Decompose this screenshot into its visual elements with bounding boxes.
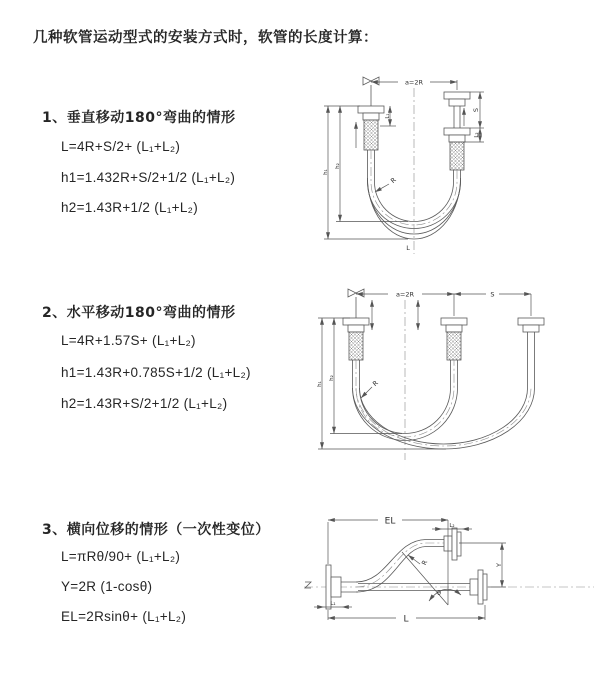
dim-label-h1: h₁	[323, 169, 329, 175]
dim-label-s: S	[472, 107, 480, 113]
dim-label-l: L	[403, 614, 409, 625]
dim-label-l2: L₂	[449, 523, 455, 529]
diagram2-fitting-dims	[372, 300, 418, 330]
diagram2-right-fitting	[518, 318, 544, 388]
section-3-formula-y: Y=2R (1-cosθ)	[61, 579, 153, 594]
diagram-vertical-180-bend	[312, 70, 592, 262]
diagram3-dim-l	[328, 605, 485, 625]
section-2-formula-h1: h1=1.43R+0.785S+1/2 (L₁+L₂)	[61, 365, 251, 380]
dim-label-s: S	[490, 290, 495, 299]
diagram3-centerline	[304, 582, 594, 588]
diagram2-middle-fitting	[441, 318, 467, 360]
diagram-horizontal-180-bend	[306, 282, 598, 467]
radius-label: R	[389, 175, 398, 185]
diagram2-hose	[353, 360, 535, 449]
dim-label-l1: L₁	[385, 113, 391, 119]
dim-label-y: Y	[495, 563, 503, 567]
section-2-heading: 2、水平移动180°弯曲的情形	[42, 305, 236, 321]
dim-label-el: EL	[384, 516, 396, 527]
section-1-formula-h1: h1=1.432R+S/2+1/2 (L₁+L₂)	[61, 170, 236, 185]
section-3-formula-el: EL=2Rsinθ+ (L₁+L₂)	[61, 609, 187, 624]
diagram3-dim-l1	[314, 601, 352, 607]
diagram3-dim-l2	[432, 523, 472, 529]
section-3-heading: 3、横向位移的情形（一次性变位）	[42, 522, 270, 538]
radius-label: R	[371, 378, 380, 388]
section-1-formula-l: L=4R+S/2+ (L₁+L₂)	[61, 139, 181, 154]
diagram1-radius-callout	[375, 176, 398, 192]
diagram2-left-fitting	[343, 318, 369, 360]
dim-label-h2: h₂	[329, 375, 335, 381]
dim-label-a2r: a=2R	[404, 78, 424, 87]
section-1-formula-h2: h2=1.43R+1/2 (L₁+L₂)	[61, 200, 199, 215]
section-2-formula-l: L=4R+1.57S+ (L₁+L₂)	[61, 333, 196, 348]
dim-label-l1: L₁	[330, 601, 336, 607]
diagram3-dim-el	[328, 517, 448, 565]
diagram1-right-fitting	[444, 92, 470, 170]
page-title: 几种软管运动型式的安装方式时，软管的长度计算：	[33, 30, 378, 46]
valve-icon	[348, 289, 364, 318]
dim-label-h1: h₁	[317, 381, 323, 387]
dim-label-a2r: a=2R	[395, 290, 415, 299]
diagram-lateral-displacement	[298, 506, 600, 644]
dim-label-l2: L₂	[474, 132, 480, 138]
diagram3-radius-callout	[408, 555, 429, 566]
angle-label: θ	[437, 589, 441, 597]
radius-label: R	[420, 558, 430, 567]
section-2-formula-h2: h2=1.43R+S/2+1/2 (L₁+L₂)	[61, 396, 228, 411]
valve-icon	[363, 77, 379, 106]
diagram1-left-fitting	[358, 106, 384, 150]
dim-label-h2: h₂	[335, 163, 341, 169]
length-label: L	[406, 244, 410, 252]
section-1-heading: 1、垂直移动180°弯曲的情形	[42, 110, 236, 126]
diagram2-radius-callout	[361, 379, 380, 398]
section-3-formula-l: L=πRθ/90+ (L₁+L₂)	[61, 549, 181, 564]
diagram2-dim-s	[454, 291, 531, 317]
diagram2-dim-h	[317, 318, 446, 449]
